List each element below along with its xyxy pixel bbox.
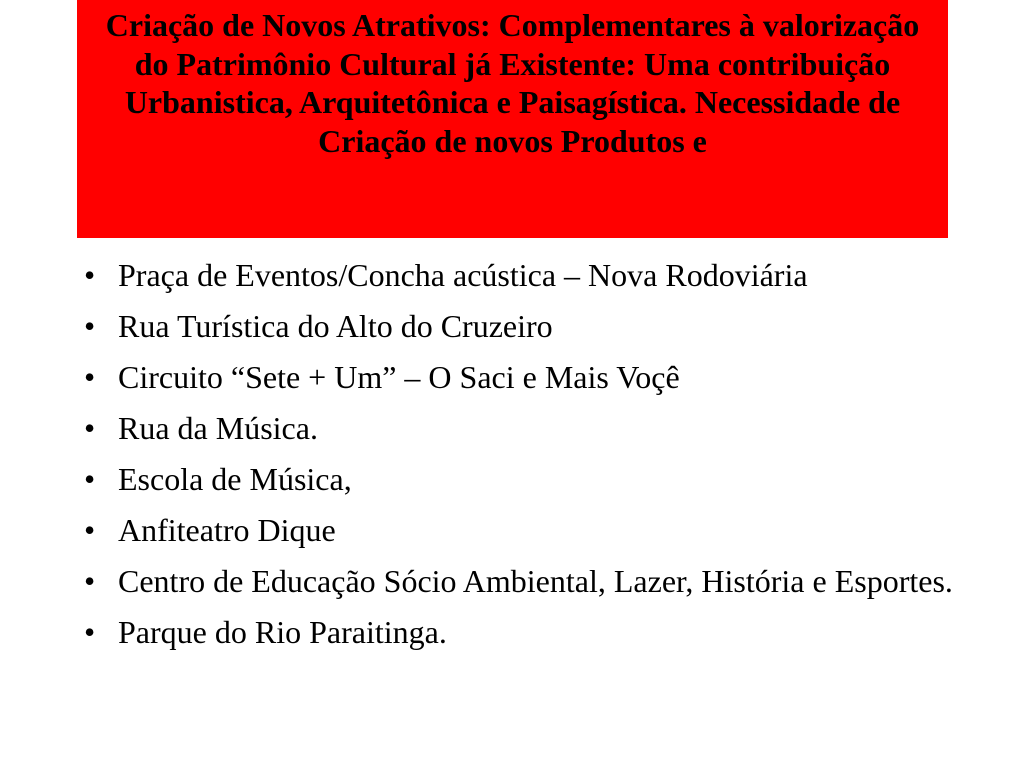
list-item — [84, 358, 984, 396]
list-item — [84, 511, 984, 549]
list-item-text: Centro de Educação Sócio Ambiental, Lazer, História e Esportes. — [118, 563, 953, 599]
bullet-icon: • — [84, 308, 96, 344]
list-item — [84, 256, 984, 294]
bullet-icon: • — [84, 614, 96, 650]
list-item — [84, 562, 984, 600]
bullet-list — [84, 256, 984, 664]
slide-title: Criação de Novos Atrativos: Complementares à valorização do Patrimônio Cultural já Existente: Uma contribuição Urbanistica, Arquitetônica e Paisagística. Necessidade de Criação de novos Produtos e — [105, 7, 920, 159]
bullet-icon: • — [84, 410, 96, 446]
list-item-text: Anfiteatro Dique — [118, 512, 336, 548]
bullet-icon: • — [84, 359, 96, 395]
list-item — [84, 460, 984, 498]
list-item — [84, 409, 984, 447]
list-item — [84, 307, 984, 345]
list-item-text: Circuito “Sete + Um” – O Saci e Mais Voçê — [118, 359, 680, 395]
list-item-text: Escola de Música, — [118, 461, 352, 497]
list-item — [84, 613, 984, 651]
list-item-text: Parque do Rio Paraitinga. — [118, 614, 447, 650]
list-item-text: Rua da Música. — [118, 410, 318, 446]
bullet-icon: • — [84, 563, 96, 599]
bullet-icon: • — [84, 257, 96, 293]
bullet-icon: • — [84, 461, 96, 497]
bullet-icon: • — [84, 512, 96, 548]
slide-title-box — [77, 0, 948, 238]
list-item-text: Rua Turística do Alto do Cruzeiro — [118, 308, 553, 344]
list-item-text: Praça de Eventos/Concha acústica – Nova Rodoviária — [118, 257, 808, 293]
